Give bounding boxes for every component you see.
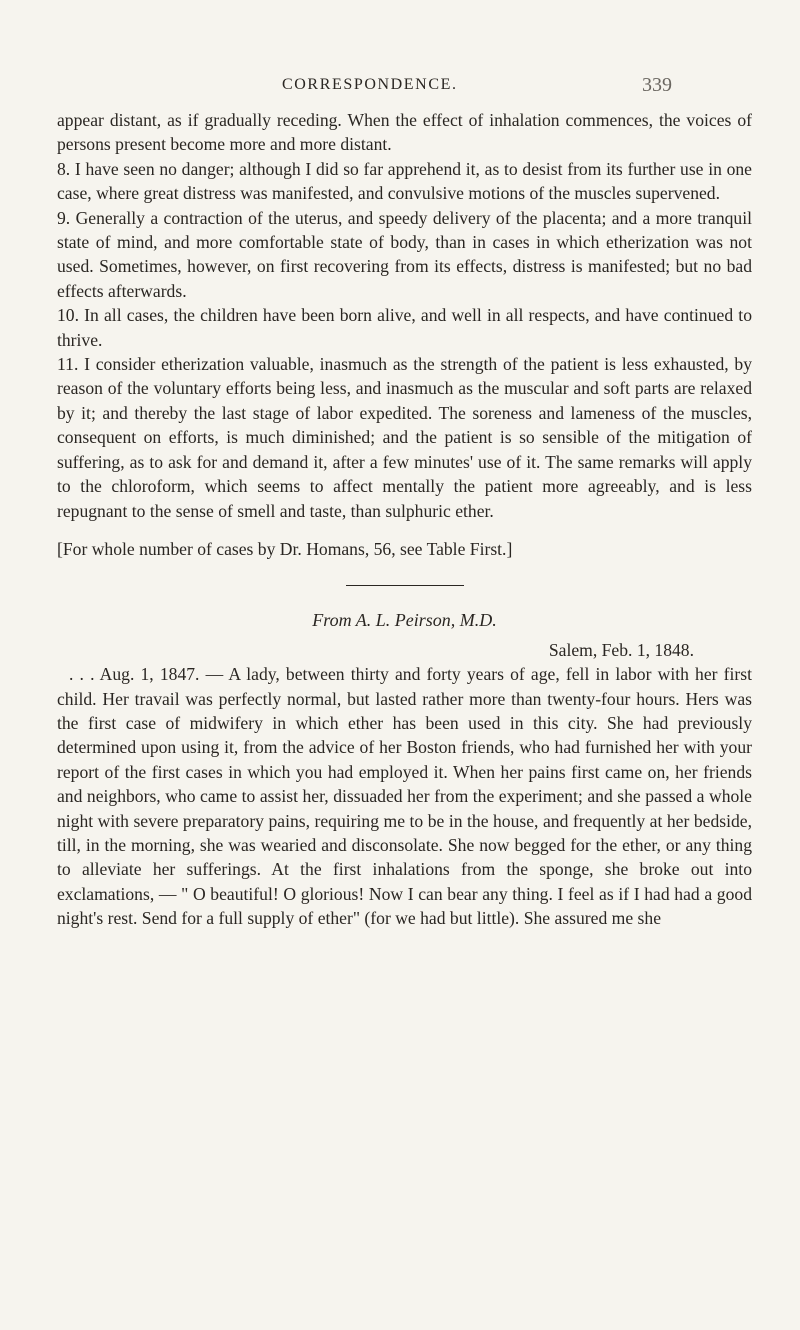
section-divider	[346, 585, 464, 586]
paragraph-9: 9. Generally a contraction of the uterus, and speedy delivery of the placenta; and a more tranquil state of mind, and more comfortable state of body, than in cases in which etherization was not used. Sometimes, however, on first recovering from its effects, distress is manifested; but no bad effects afterwards.	[57, 207, 752, 301]
paragraph-11: 11. I consider etherization valuable, inasmuch as the strength of the patient is less exhausted, by reason of the voluntary efforts being less, and inasmuch as the muscular and soft parts are relaxed by it; and thereby the last stage of labor expedited. The soreness and lameness of the muscles, consequent on efforts, is much diminished; and the patient is so sensible of the mitigation of suffering, as to ask for and demand it, after a few minutes' use of it. The same remarks will apply to the chloroform, which seems to affect mentally the patient more agreeably, and is less repugnant to the sense of smell and taste, than sulphuric ether.	[57, 354, 752, 521]
letter-dateline: Salem, Feb. 1, 1848.	[548, 639, 694, 660]
paragraph-10: 10. In all cases, the children have been born alive, and well in all respects, and have continued to thrive.	[57, 305, 752, 350]
paragraph-continuation: appear distant, as if gradually receding. When the effect of inhalation commences, the voices of persons present become more and more distant.	[57, 110, 752, 155]
page-number: 339	[642, 74, 672, 96]
body-text	[57, 108, 752, 931]
letter-body: . . . Aug. 1, 1847. — A lady, between thirty and forty years of age, fell in labor with her first child. Her travail was perfectly normal, but lasted rather more than twenty-four hours. Hers was the first case of midwifery in which ether has been used in this city. She had previously determined upon using it, from the advice of her Boston friends, who had furnished her with your report of the first cases in which you had employed it. When her pains first came on, her friends and neighbors, who came to assist her, dissuaded her from the experiment; and she passed a whole night with severe preparatory pains, requiring me to be in the house, and frequently at her bedside, till, in the morning, she was wearied and disconsolate. She now begged for the ether, or any thing to alleviate her sufferings. At the first inhalations from the sponge, she broke out into exclamations, — " O beautiful! O glorious! Now I can bear any thing. I feel as if I had had a good night's rest. Send for a full supply of ether" (for we had but little). She assured me she	[57, 664, 752, 929]
letter-heading: From A. L. Peirson, M.D.	[312, 610, 497, 631]
paragraph-8: 8. I have seen no danger; although I did so far apprehend it, as to desist from its further use in one case, where great distress was manifested, and convulsive motions of the muscles supervened.	[57, 158, 752, 204]
page-header	[282, 76, 702, 106]
running-title: CORRESPONDENCE.	[282, 76, 458, 93]
bracket-note: [For whole number of cases by Dr. Homans, 56, see Table First.]	[57, 538, 513, 559]
